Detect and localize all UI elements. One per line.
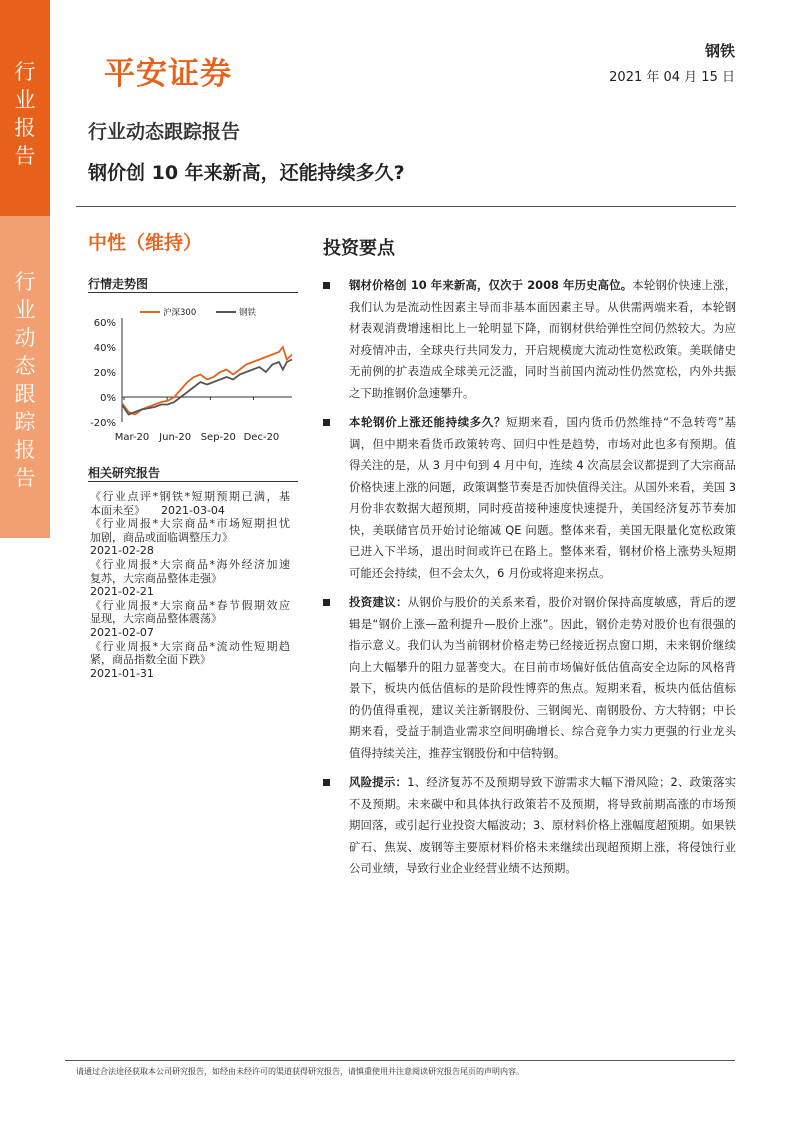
legend-label-hs300: 沪深300	[163, 308, 197, 318]
related-reports-list	[90, 490, 290, 680]
related-report-date: 2021-02-28	[90, 544, 154, 558]
footer-disclaimer: 请通过合法途径获取本公司研究报告，如经由未经许可的渠道获得研究报告，请慎重使用并注意阅读研究报告尾页的声明内容。	[76, 1067, 524, 1076]
report-title: 钢价创 10 年来新高，还能持续多久?	[88, 162, 405, 184]
related-report-title-line: 《行业周报*大宗商品*春节假期效应	[90, 598, 290, 612]
side-tab-bottom-char: 业	[14, 298, 36, 322]
side-tab-bottom-char: 告	[14, 466, 36, 490]
header-divider	[76, 206, 736, 207]
side-tab-top-char: 报	[14, 116, 36, 140]
related-report-title-line: 《行业周报*大宗商品*市场短期担忧	[90, 517, 290, 531]
company-logo: 平安证券	[104, 56, 232, 92]
related-report-date: 2021-02-07	[90, 625, 154, 639]
related-report-item[interactable]	[90, 599, 290, 640]
key-point	[323, 592, 736, 764]
bullet-square-icon	[323, 599, 330, 606]
key-point-lead: 风险提示：	[349, 775, 408, 789]
series-line-hs300	[122, 347, 292, 415]
sector-label: 钢铁	[704, 42, 735, 60]
y-tick-label: 60%	[93, 318, 116, 329]
related-report-date: 2021-01-31	[90, 666, 154, 680]
side-tab-tracking-report	[0, 216, 50, 538]
x-tick-label: Mar-20	[114, 432, 150, 443]
key-point-lead: 投资建议：	[349, 595, 408, 609]
related-report-date: 2021-02-21	[90, 585, 154, 599]
key-points-list	[323, 275, 736, 888]
related-report-title-line: 《行业周报*大宗商品*海外经济加速	[90, 557, 290, 571]
side-tab-bottom-char: 报	[14, 438, 36, 462]
related-reports-divider	[88, 481, 298, 482]
key-point-body: 1、经济复苏不及预期导致下游需求大幅下滑风险；2、政策落实不及预期。未来碳中和具体执行政策若不及预期，将导致前期高涨的市场预期回落，或引起行业投资大幅波动；3、原材料价格上涨幅度超预期。如果铁矿石、焦炭、废钢等主要原材料价格未来继续出现超预期上涨，将侵蚀行业公司业绩，导致行业企业经营业绩不达预期。	[349, 775, 736, 875]
bullet-square-icon	[323, 419, 330, 426]
related-report-item[interactable]	[90, 640, 290, 681]
side-tab-bottom-char: 踪	[14, 410, 36, 434]
trend-chart-svg	[84, 304, 300, 452]
y-tick-label: 0%	[100, 393, 116, 404]
related-report-title-line: 加剧，商品或面临调整压力》	[90, 530, 233, 544]
bullet-square-icon	[323, 282, 330, 289]
related-report-title-line: 《行业点评*钢铁*短期预期已满，基	[90, 490, 290, 503]
series-line-steel	[122, 360, 292, 415]
related-report-title-line: 本面未至》 2021-03-04	[90, 503, 225, 517]
related-reports-label: 相关研究报告	[88, 466, 161, 480]
related-report-item[interactable]	[90, 490, 290, 517]
key-point	[323, 275, 736, 404]
bullet-square-icon	[323, 779, 330, 786]
market-trend-chart	[84, 304, 300, 452]
market-trend-label: 行情走势图	[88, 277, 149, 291]
market-trend-divider	[88, 292, 298, 293]
key-point-body: 从钢价与股价的关系来看，股价对钢价保持高度敏感，背后的逻辑是“钢价上涨—盈利提升—股价上涨”。因此，钢价走势对股价也有很强的指示意义。我们认为当前钢材价格走势已经接近拐点窗口期，未来钢价继续向上大幅攀升的阻力显著变大。在目前市场偏好低估值高安全边际的风格背景下，板块内低估值标的是阶段性博弈的焦点。短期来看，板块内低估值标的仍值得重视，建议关注新钢股份、三钢闽光、南钢股份、方大特钢；中长期来看，受益于制造业需求空间明确增长、综合竞争力实力更强的行业龙头值得持续关注，推荐宝钢股份和中信特钢。	[349, 595, 736, 760]
related-report-title-line: 紧，商品指数全面下跌》	[90, 653, 211, 667]
key-point-body: 短期来看，国内货币仍然维持“不急转弯”基调，但中期来看货币政策转弯、回归中性是趋势，市场对此也多有预期。值得关注的是，从 3 月中旬到 4 月中旬，连续 4 次高层会议都提到了大宗商品价格快速上涨的问题，政策调整节奏是否加快值得关注。从国外来看，美国 3 月份非农数据大超预期，同时疫苗接种速度快速提升，美国经济复苏节奏加快，美联储官员开始讨论缩减 QE 问题。整体来看，美国无限量化宽松政策已进入下半场，退出时间或许已在路上。整体来看，钢材价格上涨势头短期可能还会持续，但不会太久，6 月份或将迎来拐点。	[349, 415, 736, 580]
report-date: 2021 年 04 月 15 日	[609, 70, 735, 85]
key-point-lead: 钢材价格创 10 年来新高，仅次于 2008 年历史高位。	[349, 278, 633, 292]
legend-label-steel: 钢铁	[239, 308, 257, 318]
side-tab-top-char: 告	[14, 144, 36, 168]
related-report-item[interactable]	[90, 558, 290, 599]
report-type: 行业动态跟踪报告	[88, 121, 241, 143]
related-report-title-line: 复苏，大宗商品整体走强》	[90, 571, 222, 585]
side-tab-bottom-char: 行	[14, 270, 36, 294]
x-tick-label: Sep-20	[200, 432, 236, 443]
side-tab-top-char: 业	[14, 88, 36, 112]
y-tick-label: 20%	[93, 368, 116, 379]
y-tick-label: -20%	[90, 418, 116, 429]
side-tab-bottom-char: 跟	[14, 382, 36, 406]
related-report-title-line: 显现，大宗商品整体震荡》	[90, 612, 222, 626]
y-tick-label: 40%	[93, 343, 116, 354]
key-points-title: 投资要点	[323, 238, 395, 259]
related-report-item[interactable]	[90, 517, 290, 558]
x-tick-label: Jun-20	[159, 432, 192, 443]
key-point	[323, 412, 736, 584]
footer-divider	[65, 1060, 735, 1061]
related-report-date: 2021-03-04	[161, 503, 225, 517]
side-tab-top-char: 行	[14, 60, 36, 84]
side-tab-bottom-text	[0, 216, 50, 492]
rating-badge: 中性（维持）	[88, 232, 203, 254]
related-report-title-line: 《行业周报*大宗商品*流动性短期趋	[90, 639, 290, 653]
side-tab-industry-report	[0, 0, 50, 216]
key-point-lead: 本轮钢价上涨还能持续多久？	[349, 415, 507, 429]
side-tab-bottom-char: 动	[14, 326, 36, 350]
side-tab-top-text	[0, 0, 50, 170]
key-point-body: 本轮钢价快速上涨，我们认为是流动性因素主导而非基本面因素主导。从供需两端来看，本轮钢材表观消费增速相比上一轮明显下降，而钢材供给弹性空间仍然较大。为应对疫情冲击，全球央行共同发力，开启规模庞大流动性宽松政策。美联储史无前例的扩表造成全球美元泛滥，同时当前国内流动性仍然宽松，内外共振之下助推钢价急速攀升。	[349, 278, 736, 400]
side-tab-bottom-char: 态	[14, 354, 36, 378]
x-tick-label: Dec-20	[243, 432, 280, 443]
key-point	[323, 772, 736, 880]
